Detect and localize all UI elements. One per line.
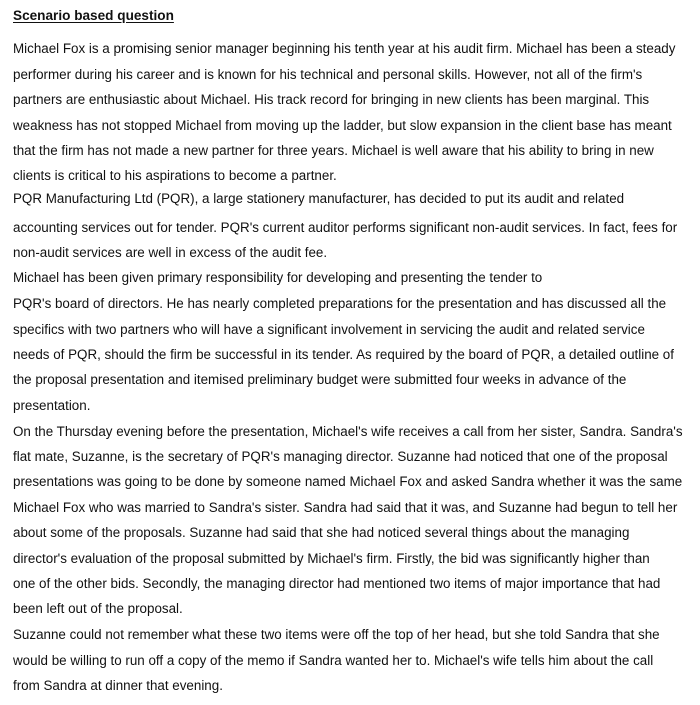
text-line: from Sandra at dinner that evening.	[13, 678, 223, 693]
text-line: director's evaluation of the proposal submitted by Michael's firm. Firstly, the bid was significantly higher than	[13, 551, 650, 566]
text-line: non-audit services are well in excess of the audit fee.	[13, 245, 328, 260]
text-line: accounting services out for tender. PQR's current auditor performs significant non-audit services. In fact, fees for	[13, 220, 678, 235]
text-line: clients is critical to his aspirations to become a partner.	[13, 168, 337, 183]
document-title: Scenario based question	[13, 8, 174, 23]
text-line: been left out of the proposal.	[13, 601, 183, 616]
text-line: about some of the proposals. Suzanne had said that she had noticed several things about the managing	[13, 525, 630, 540]
text-line: needs of PQR, should the firm be successful in its tender. As required by the board of PQR, a detailed outline of	[13, 347, 674, 362]
text-line: the proposal presentation and itemised preliminary budget were submitted four weeks in advance of the	[13, 372, 627, 387]
text-line: presentation.	[13, 398, 91, 413]
text-line: PQR's board of directors. He has nearly completed preparations for the presentation and has discussed all the	[13, 296, 667, 311]
text-line: one of the other bids. Secondly, the managing director had mentioned two items of major importance that had	[13, 576, 661, 591]
text-line: flat mate, Suzanne, is the secretary of PQR's managing director. Suzanne had noticed that one of the proposal	[13, 449, 668, 464]
text-line: On the Thursday evening before the presentation, Michael's wife receives a call from her sister, Sandra. Sandra's	[13, 424, 683, 439]
text-line: presentations was going to be done by someone named Michael Fox and asked Sandra whether it was the same	[13, 474, 683, 489]
text-line: weakness has not stopped Michael from moving up the ladder, but slow expansion in the client base has meant	[13, 118, 672, 133]
text-line: Michael has been given primary responsibility for developing and presenting the tender to	[13, 270, 543, 285]
text-line: Suzanne could not remember what these two items were off the top of her head, but she told Sandra that she	[13, 627, 660, 642]
text-line: Michael Fox is a promising senior manager beginning his tenth year at his audit firm. Michael has been a steady	[13, 41, 676, 56]
text-line: Michael Fox who was married to Sandra's sister. Sandra had said that it was, and Suzanne had begun to tell her	[13, 500, 678, 515]
text-line: specifics with two partners who will have a significant involvement in servicing the audit and related service	[13, 322, 645, 337]
text-line: that the firm has not made a new partner for three years. Michael is well aware that his ability to bring in new	[13, 143, 654, 158]
text-line: would be willing to run off a copy of the memo if Sandra wanted her to. Michael's wife tells him about the call	[13, 653, 654, 668]
text-line: PQR Manufacturing Ltd (PQR), a large stationery manufacturer, has decided to put its audit and related	[13, 191, 625, 206]
text-line: partners are enthusiastic about Michael. His track record for bringing in new clients has been marginal. This	[13, 92, 650, 107]
text-line: performer during his career and is known for his technical and personal skills. However, not all of the firm's	[13, 67, 643, 82]
